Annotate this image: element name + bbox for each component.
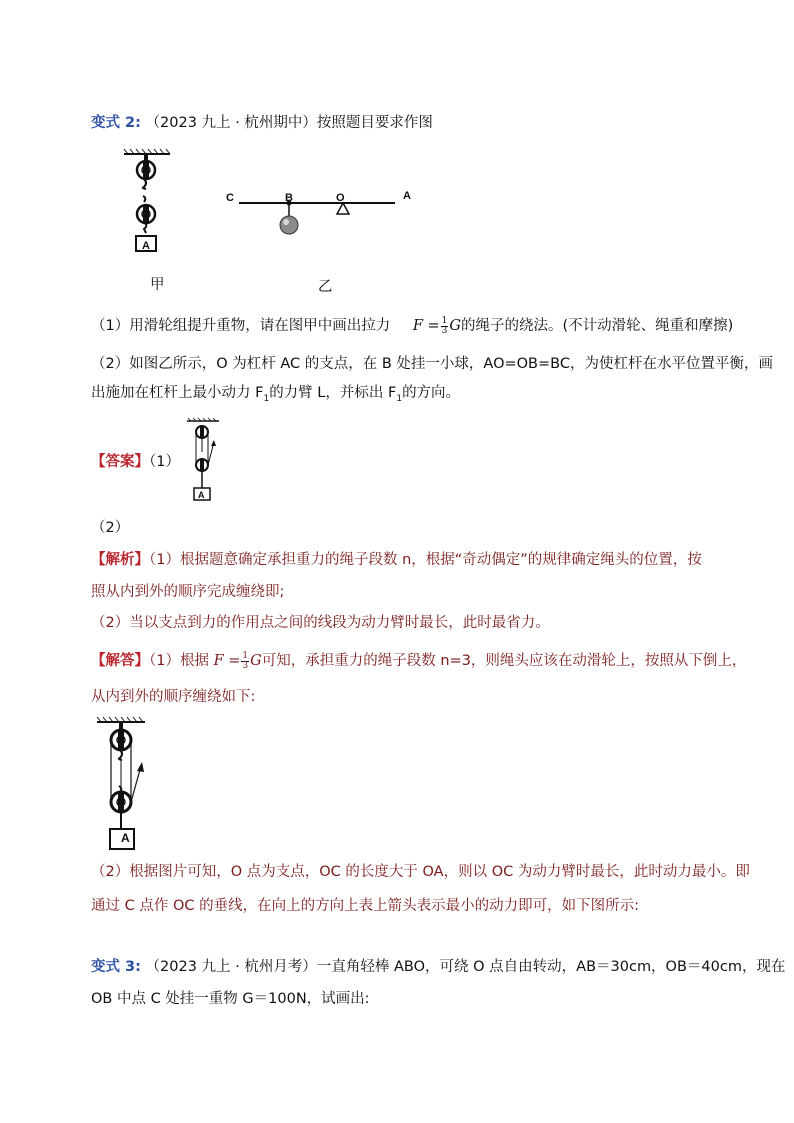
question-1-formula <box>412 315 461 336</box>
formula-eq: = <box>427 318 440 334</box>
figure-yi-label-c: C <box>226 192 234 204</box>
question-1-text-before: （1）用滑轮组提升重物，请在图甲中画出拉力 <box>91 318 391 334</box>
formula-fraction <box>441 317 449 336</box>
question-2-text-b: 的力臂 L，并标出 F <box>269 385 397 401</box>
solution-text-1a: （1）根据 <box>149 653 209 669</box>
solution-formula-g: G <box>250 653 262 669</box>
figure-jia-caption: 甲 <box>150 277 165 293</box>
solution-formula-f: F <box>213 653 224 669</box>
analysis-line-3: （2）当以支点到力的作用点之间的线段为动力臂时最长，此时最省力。 <box>91 615 550 631</box>
variant2-heading <box>91 113 433 133</box>
answer-small-pulley-figure <box>185 418 225 506</box>
question-1-text-after: 的绳子的绕法。(不计动滑轮、绳重和摩擦) <box>461 318 734 334</box>
subscript-1: 1 <box>263 393 270 404</box>
variant2-tag: 变式 2: <box>91 115 141 131</box>
variant3-text-1: （2023 九上 · 杭州月考）一直角轻棒 ABO，可绕 O 点自由转动，AB＝30cm，OB＝40cm，现在 <box>145 959 786 975</box>
variant3-tag: 变式 3: <box>91 959 141 975</box>
analysis-line-1 <box>91 550 702 570</box>
answer-part-1: （1） <box>149 454 180 470</box>
question-2-line-2 <box>91 383 460 409</box>
solution-formula <box>213 650 262 671</box>
solution-part-2-line-1: （2）根据图片可知，O 点为支点，OC 的长度大于 OA，则以 OC 为动力臂时最长，此时动力最小。即 <box>91 864 750 880</box>
formula-f: F <box>412 318 423 334</box>
formula-g: G <box>449 318 461 334</box>
solution-formula-eq: = <box>228 653 241 669</box>
solution-part-2-line-2: 通过 C 点作 OC 的垂线，在向上的方向上表上箭头表示最小的动力即可，如下图所示: <box>91 898 639 914</box>
analysis-tag: 【解析】 <box>91 552 149 568</box>
figure-yi-label-b: B <box>285 192 293 204</box>
solution-line-1 <box>91 651 746 671</box>
question-2-text-a: 出施加在杠杆上最小动力 F <box>91 385 264 401</box>
solution-text-1b: 可知，承担重力的绳子段数 n=3，则绳头应该在动滑轮上，按照从下倒上， <box>261 653 747 669</box>
fraction-numerator: 1 <box>441 315 448 326</box>
answer-figure-box-label: A <box>198 490 205 500</box>
fraction-denominator: 3 <box>441 325 448 336</box>
variant2-source: （2023 九上 · 杭州期中）按照题目要求作图 <box>145 115 433 131</box>
figure-jia-box-label: A <box>142 240 150 252</box>
analysis-line-2: 照从内到外的顺序完成缠绕即; <box>91 584 285 600</box>
figure-yi-label-o: O <box>336 192 345 204</box>
solution-figure-box-label: A <box>121 831 130 845</box>
variant3-line-2: OB 中点 C 处挂一重物 G＝100N，试画出: <box>91 991 370 1007</box>
answer-part-2: （2） <box>91 520 130 536</box>
solution-formula-fraction <box>241 652 249 671</box>
question-1 <box>91 316 733 336</box>
solution-line-2: 从内到外的顺序缠绕如下: <box>91 689 256 705</box>
question-2-text-c: 的方向。 <box>402 385 461 401</box>
variant3-line-1 <box>91 957 785 977</box>
solution-fraction-numerator: 1 <box>242 650 249 661</box>
figure-yi-caption: 乙 <box>318 279 333 295</box>
figure-yi-label-a: A <box>403 190 411 202</box>
answer-heading <box>91 452 180 472</box>
analysis-text-1: （1）根据题意确定承担重力的绳子段数 n，根据“奇动偶定”的规律确定绳头的位置，按 <box>149 552 702 568</box>
subscript-1b: 1 <box>396 393 403 404</box>
answer-tag: 【答案】 <box>91 454 149 470</box>
solution-tag: 【解答】 <box>91 653 149 669</box>
figure-yi-lever <box>225 185 425 240</box>
solution-fraction-denominator: 3 <box>242 660 249 671</box>
question-2-line-1: （2）如图乙所示，O 为杠杆 AC 的支点，在 B 处挂一小球，AO=OB=BC，为使杠杆在水平位置平衡，画 <box>91 356 773 372</box>
